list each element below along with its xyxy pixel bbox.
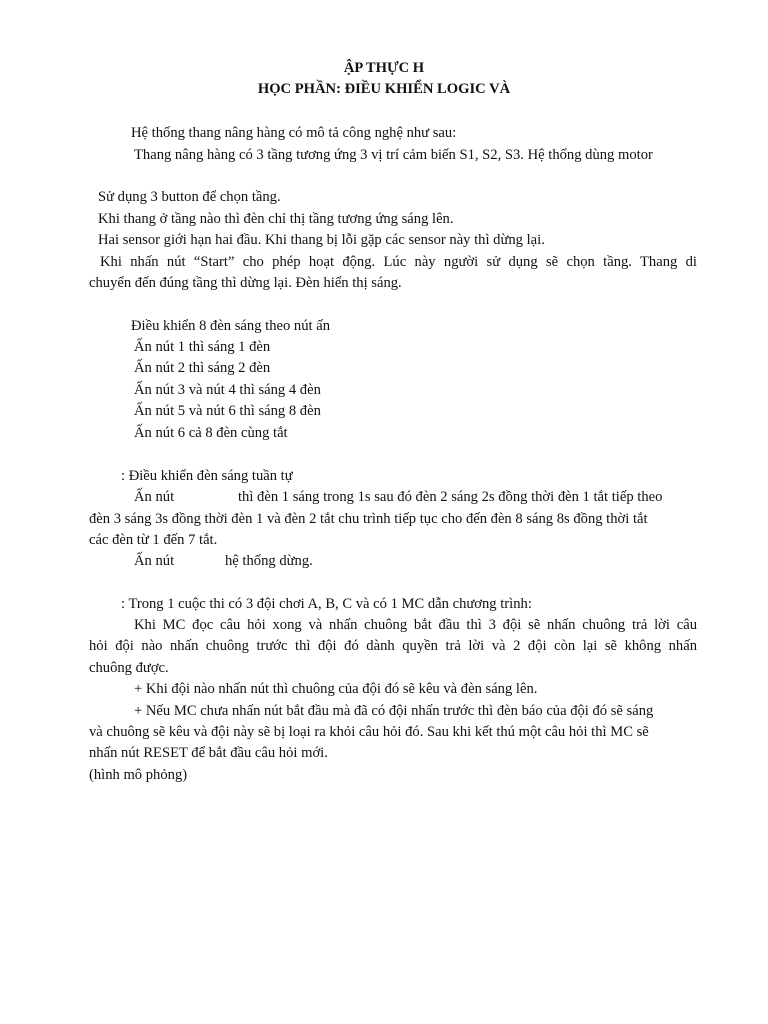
section3-line-1-label: Ấn nút bbox=[134, 489, 175, 505]
page-title-line-1: ẬP THỰC H bbox=[343, 60, 425, 76]
section1-intro: Hệ thống thang nâng hàng có mô tả công nghệ như sau: bbox=[131, 125, 457, 141]
section4-line-5: + Nếu MC chưa nhấn nút bắt đầu mà đã có đội nhấn trước thì đèn báo của đội đó sẽ sáng bbox=[134, 703, 654, 719]
section2-item-2: Ấn nút 2 thì sáng 2 đèn bbox=[134, 360, 271, 376]
section4-line-3: chuông được. bbox=[89, 660, 169, 676]
section3-line-1-text: thì đèn 1 sáng trong 1s sau đó đèn 2 sáng 2s đồng thời đèn 1 tắt tiếp theo bbox=[238, 489, 663, 505]
section4-line-8: (hình mô phỏng) bbox=[89, 767, 188, 783]
section4-line-4: + Khi đội nào nhấn nút thì chuông của đội đó sẽ kêu và đèn sáng lên. bbox=[134, 681, 538, 697]
section1-line-5: Khi nhấn nút “Start” cho phép hoạt động. Lúc này người sử dụng sẽ chọn tầng. Thang di bbox=[100, 254, 697, 270]
section4-line-6: và chuông sẽ kêu và đội này sẽ bị loại ra khỏi câu hỏi đó. Sau khi kết thú một câu hỏi thì MC sẽ bbox=[89, 724, 649, 740]
section4-line-2: hỏi đội nào nhấn chuông trước thì đội đó dành quyền trả lời và 2 đội còn lại sẽ không nhấn bbox=[89, 638, 697, 654]
section2-item-5: Ấn nút 6 cả 8 đèn cùng tắt bbox=[134, 425, 288, 441]
section2-item-4: Ấn nút 5 và nút 6 thì sáng 8 đèn bbox=[134, 403, 321, 419]
section4-line-1: Khi MC đọc câu hỏi xong và nhấn chuông bắt đầu thì 3 đội sẽ nhấn chuông trả lời câu bbox=[134, 617, 697, 633]
section3-line-2: đèn 3 sáng 3s đồng thời đèn 1 và đèn 2 tắt chu trình tiếp tục cho đến đèn 8 sáng 8s đồng thời tắt bbox=[89, 511, 648, 527]
section1-line-4: Hai sensor giới hạn hai đầu. Khi thang bị lỗi gặp các sensor này thì dừng lại. bbox=[98, 232, 545, 248]
section1-line-6: chuyển đến đúng tầng thì dừng lại. Đèn hiển thị sáng. bbox=[89, 275, 402, 291]
section3-line-3: các đèn từ 1 đến 7 tắt. bbox=[89, 532, 218, 548]
section4-line-7: nhấn nút RESET để bắt đầu câu hỏi mới. bbox=[89, 745, 328, 761]
section4-heading: : Trong 1 cuộc thi có 3 đội chơi A, B, C và có 1 MC dẫn chương trình: bbox=[121, 596, 532, 612]
section1-line-3: Khi thang ở tầng nào thì đèn chỉ thị tầng tương ứng sáng lên. bbox=[98, 211, 454, 227]
section2-heading: Điều khiển 8 đèn sáng theo nút ấn bbox=[131, 318, 330, 334]
section2-item-1: Ấn nút 1 thì sáng 1 đèn bbox=[134, 339, 271, 355]
page-title-line-2: HỌC PHẦN: ĐIỀU KHIỂN LOGIC VÀ bbox=[257, 81, 511, 97]
section1-line-2: Sử dụng 3 button để chọn tầng. bbox=[98, 189, 281, 205]
section3-heading: : Điều khiển đèn sáng tuần tự bbox=[121, 468, 293, 484]
section1-line-1: Thang nâng hàng có 3 tầng tương ứng 3 vị trí cảm biến S1, S2, S3. Hệ thống dùng motor bbox=[134, 147, 653, 163]
section2-item-3: Ấn nút 3 và nút 4 thì sáng 4 đèn bbox=[134, 382, 321, 398]
section3-line-4-text: hệ thống dừng. bbox=[225, 553, 313, 569]
section3-line-4-label: Ấn nút bbox=[134, 553, 175, 569]
